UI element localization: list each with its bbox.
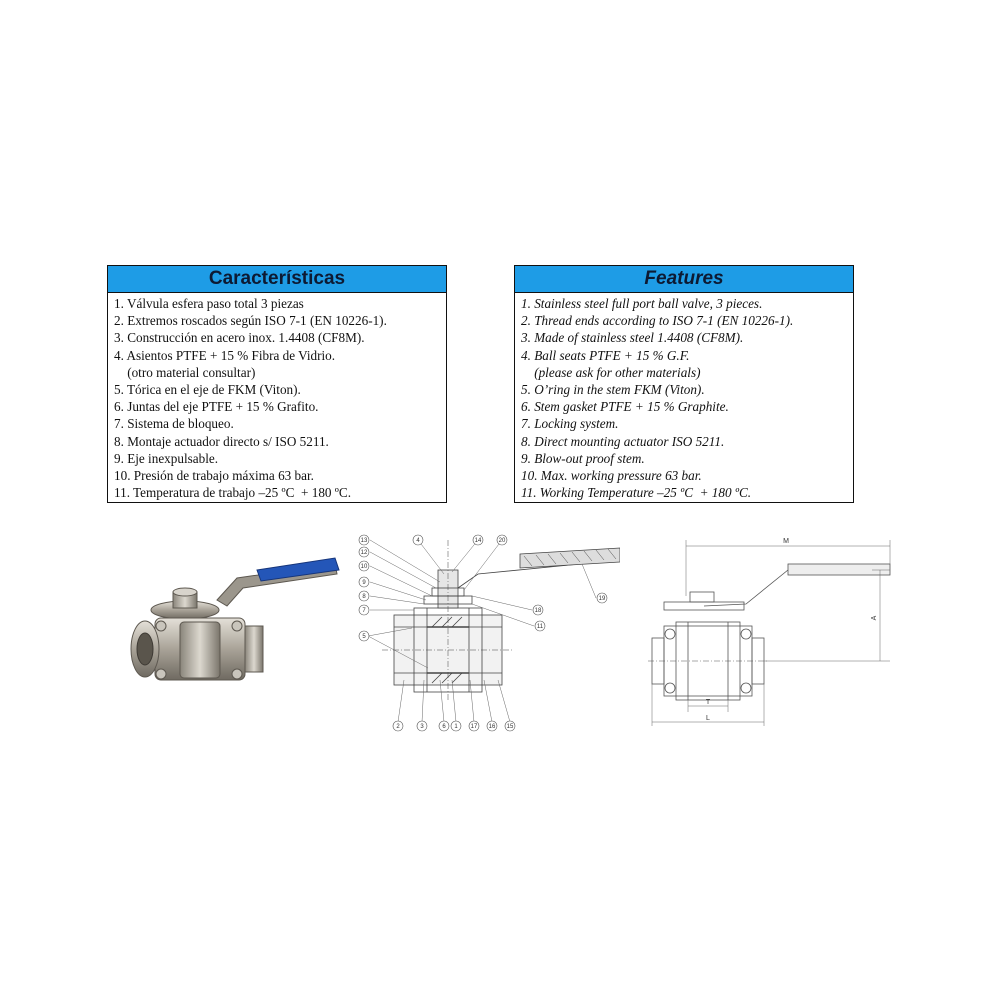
list-item: 2. Thread ends according to ISO 7-1 (EN 10226-1).	[521, 313, 794, 329]
list-item: 7. Locking system.	[521, 416, 619, 432]
dim-t-label: T	[705, 699, 711, 706]
callout-label: 13	[360, 538, 368, 544]
callout-label: 9	[362, 580, 366, 586]
list-item: 4. Ball seats PTFE + 15 % G.F.	[521, 347, 690, 363]
callout-label: 19	[598, 596, 606, 602]
list-item: 1. Stainless steel full port ball valve, 3 pieces.	[521, 296, 763, 311]
ball-valve-photo	[125, 548, 345, 718]
list-item: 9. Eje inexpulsable.	[114, 450, 219, 466]
caracteristicas-title: Características	[108, 266, 446, 293]
dim-a-label: A	[871, 615, 878, 621]
list-item: 10. Max. working pressure 63 bar.	[521, 468, 702, 484]
list-item: 11. Working Temperature –25 ºC + 180 ºC.	[521, 485, 752, 501]
callout-label: 20	[498, 538, 506, 544]
callout-label: 12	[360, 550, 368, 556]
list-item: 2. Extremos roscados según ISO 7-1 (EN 10226-1).	[114, 313, 387, 329]
dim-m-label: M	[783, 538, 789, 545]
list-item: 5. Tórica en el eje de FKM (Viton).	[114, 382, 301, 398]
callout-label: 14	[474, 538, 482, 544]
sectional-drawing	[352, 530, 620, 735]
list-item: 4. Asientos PTFE + 15 % Fibra de Vidrio.	[114, 347, 336, 363]
callout-label: 6	[442, 724, 446, 730]
callout-label: 10	[360, 564, 368, 570]
dimension-drawing	[628, 530, 896, 730]
features-title: Features	[515, 266, 853, 293]
callout-label: 15	[506, 724, 514, 730]
list-item: 8. Direct mounting actuator ISO 5211.	[521, 433, 725, 449]
callout-label: 11	[536, 624, 544, 630]
callout-label: 1	[454, 724, 458, 730]
callout-label: 17	[470, 724, 478, 730]
list-item: 3. Made of stainless steel 1.4408 (CF8M).	[521, 330, 744, 346]
callout-label: 2	[396, 724, 400, 730]
list-item: 6. Juntas del eje PTFE + 15 % Grafito.	[114, 399, 319, 415]
list-item: 10. Presión de trabajo máxima 63 bar.	[114, 468, 314, 484]
callout-label: 8	[362, 594, 366, 600]
list-item: 3. Construcción en acero inox. 1.4408 (CF8M).	[114, 330, 365, 346]
list-item: (please ask for other materials)	[521, 364, 701, 380]
callout-label: 7	[362, 608, 366, 614]
dim-l-label: L	[706, 715, 710, 722]
list-item: 5. O’ring in the stem FKM (Viton).	[521, 382, 705, 398]
list-item: 1. Válvula esfera paso total 3 piezas	[114, 296, 304, 311]
callout-label: 16	[488, 724, 496, 730]
list-item: 8. Montaje actuador directo s/ ISO 5211.	[114, 433, 329, 449]
callout-label: 4	[416, 538, 420, 544]
callout-label: 18	[534, 608, 542, 614]
features-box	[514, 265, 854, 503]
caracteristicas-box	[107, 265, 447, 503]
callout-label: 3	[420, 724, 424, 730]
features-list	[515, 293, 853, 501]
callout-label: 5	[362, 634, 366, 640]
list-item: 9. Blow-out proof stem.	[521, 450, 645, 466]
list-item: 6. Stem gasket PTFE + 15 % Graphite.	[521, 399, 729, 415]
list-item: 7. Sistema de bloqueo.	[114, 416, 234, 432]
list-item: (otro material consultar)	[114, 364, 256, 380]
caracteristicas-list	[108, 293, 446, 501]
list-item: 11. Temperatura de trabajo –25 ºC + 180 ºC.	[114, 485, 351, 501]
